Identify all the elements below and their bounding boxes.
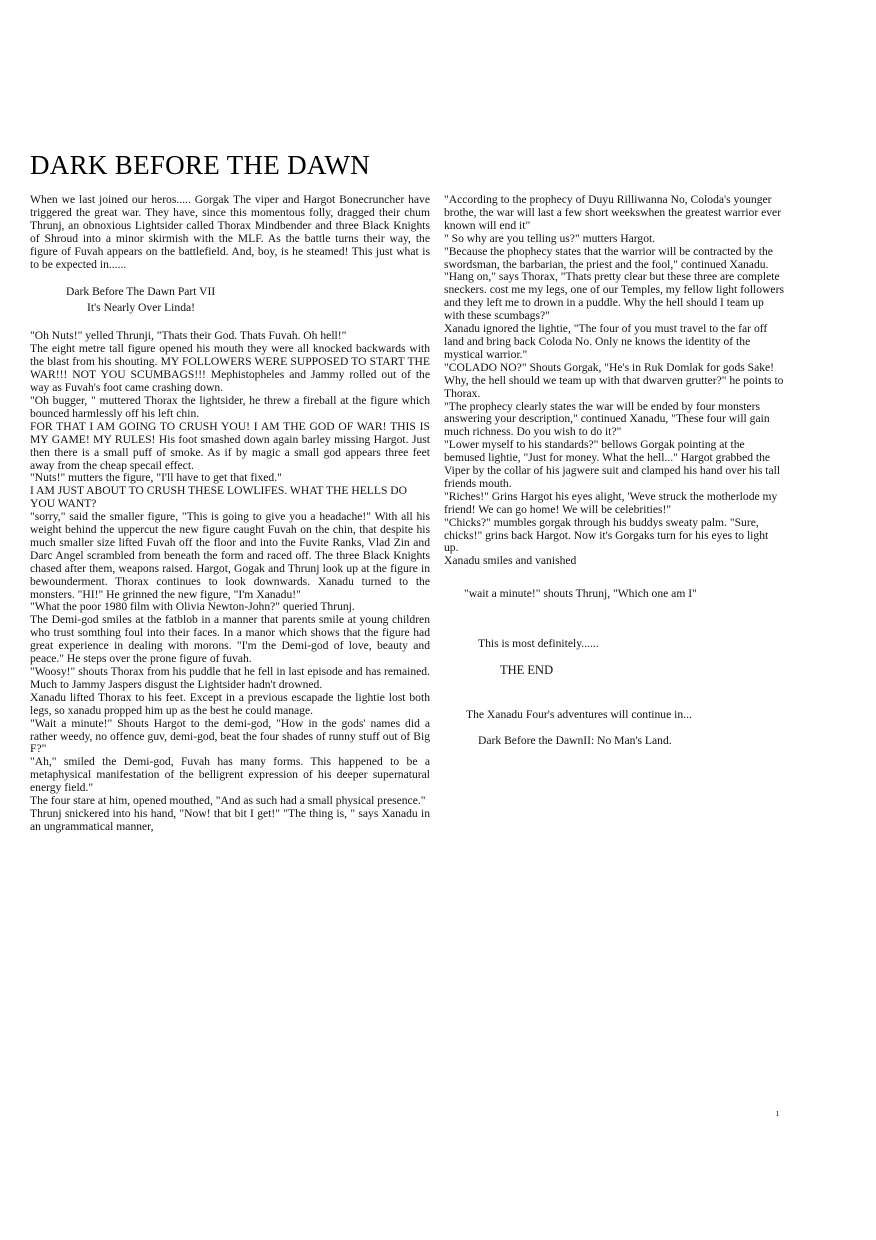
most-definitely-line: This is most definitely......	[478, 637, 599, 651]
paragraph: "Lower myself to his standards?" bellows Gorgak pointing at the bemused lightie, "Just for money. What the hell..." Hargot grabbed the Viper by the collar of his jagwere suit and clamped his hand over his tall friends mouth.	[444, 438, 781, 490]
paragraph: "Oh Nuts!" yelled Thrunji, "Thats their God. Thats Fuvah. Oh hell!"	[30, 329, 347, 343]
closing-question: "wait a minute!" shouts Thrunj, "Which one am I"	[464, 587, 697, 601]
paragraph: " So why are you telling us?" mutters Hargot.	[444, 231, 656, 245]
paragraph: "According to the prophecy of Duyu Rilliwanna No, Coloda's younger brothe, the war will last a few short weekswhen the greatest warrior ever known will end it"	[444, 193, 782, 232]
continuation-notice: The Xanadu Four's adventures will continue in...	[466, 708, 692, 721]
paragraph: Xanadu ignored the lightie, "The four of you must travel to the far off land and bring back Coloda No. Only ne knows the identity of the mystical warrior."	[444, 322, 768, 361]
left-column	[30, 194, 430, 834]
part-tagline: It's Nearly Over Linda!	[87, 301, 196, 315]
next-part-title: Dark Before the DawnII: No Man's Land.	[478, 733, 672, 747]
paragraph: "Chicks?" mumbles gorgak through his buddys sweaty palm. "Sure, chicks!" grins back Hargot. Now it's Gorgaks turn for his eyes to light up.	[444, 515, 769, 555]
paragraph: Thrunj snickered into his hand, "Now! that bit I get!" "The thing is, " says Xanadu in an ungrammatical manner,	[30, 806, 430, 833]
story-intro: When we last joined our heros..... Gorgak The viper and Hargot Bonecruncher have triggered the great war. They have, since this momentous folly, dragged their chum Thrunj, an obnoxious Lightsider called Thorax Mindbender and three Black Knights of Shroud into a minor skirmish with the MLF. As the battle turns their way, the figure of Fuvah appears on the battlefield. And, boy, is he steamed! This just what is to be expected in......	[30, 193, 430, 271]
paragraph: "The prophecy clearly states the war will be ended by four monsters answering your description," continued Xanadu, "These four will gain much richness. Do you wish to do it?"	[444, 399, 770, 439]
paragraph: "Wait a minute!" Shouts Hargot to the demi-god, "How in the gods' names did a rather weedy, no offence guv, demi-god, beat the four shades of runny stuff out of Big F?"	[30, 716, 430, 756]
paragraph: "Hang on," says Thorax, "Thats pretty clear but these three are complete sneckers. cost me my legs, one of our Temples, my fellow light followers and they left me to drown in a puddle. Why the hell should I team up with these scumbags?"	[444, 270, 784, 323]
paragraph: "Oh bugger, " muttered Thorax the lightsider, he threw a fireball at the figure which bounced harmlessly off his left chin.	[30, 393, 430, 420]
paragraph: FOR THAT I AM GOING TO CRUSH YOU! I AM THE GOD OF WAR! THIS IS MY GAME! MY RULES! His foot smashed down again barley missing Hargot. Just then there is a small puff of smoke. As if by magic a small god appears three feet away from the cheap specail effect.	[30, 419, 430, 472]
paragraph: "Because the phophecy states that the warrior will be contracted by the swordsman, the barbarian, the priest and the fool," continued Xanadu.	[444, 244, 773, 271]
paragraph: "Ah," smiled the Demi-god, Fuvah has many forms. This happened to be a metaphysical manifestation of the belligrent expression of his deeper supernatural energy field."	[30, 755, 430, 795]
part-subtitle	[66, 284, 430, 316]
paragraph: Xanadu smiles and vanished	[444, 554, 577, 568]
paragraph: "sorry," said the smaller figure, "This is going to give you a headache!" With all his weight behind the uppercut the new figure caught Fuvah on the chin, that despite his much smaller size lifted Fuvah off the floor and into the Fuvite Ranks, Vlad Zin and Darc Angel scrambled from beneath the form and raced off. The three Black Knights chased after them, weapons raised. Hargot, Gogak and Thrunj look up at the figure in bewounderment. Thorax continues to look downwards. Xanadu turned to the monsters. "HI!" He grinned the new figure, "I'm Xanadu!"	[30, 510, 430, 601]
paragraph: "What the poor 1980 film with Olivia Newton-John?" queried Thrunj.	[30, 600, 355, 614]
paragraph: "COLADO NO?" Shouts Gorgak, "He's in Ruk Domlak for gods Sake! Why, the hell should we team up with that dwarven grutter?" he points to Thorax.	[444, 360, 784, 400]
right-column	[444, 194, 784, 748]
paragraph: The four stare at him, opened mouthed, "And as such had a small physical presence."	[30, 794, 426, 808]
story-title: DARK BEFORE THE DAWN	[30, 150, 371, 180]
paragraph: The eight metre tall figure opened his mouth they were all knocked backwards with the blast from his shouting. MY FOLLOWERS WERE SUPPOSED TO START THE WAR!!! NOT YOU SCUMBAGS!!! Mephistopheles and Jammy rolled out of the way as Fuvah's foot came crashing down.	[30, 342, 430, 395]
paragraph: I AM JUST ABOUT TO CRUSH THESE LOWLIFES. WHAT THE HELLS DO YOU WANT?	[30, 484, 408, 511]
paragraph: "Woosy!" shouts Thorax from his puddle that he fell in last episode and has remained. Much to Jammy Jaspers disgust the Lightsider hadn't drowned.	[30, 665, 430, 691]
paragraph: "Nuts!" mutters the figure, "I'll have to get that fixed."	[30, 471, 282, 485]
the-end-heading: THE END	[500, 663, 554, 678]
margin-mark: ı	[776, 1108, 779, 1119]
paragraph: "Riches!" Grins Hargot his eyes alight, 'Weve struck the motherlode my friend! We can go home! We will be celebrities!"	[444, 489, 778, 516]
paragraph: The Demi-god smiles at the fatblob in a manner that parents smile at young children who trust somthing foul into their faces. In a manor which shows that the figure had great experience in dealing with morons. "I'm the Demi-god of love, beauty and peace." He steps over the prone figure of fuvah.	[30, 613, 430, 666]
part-title: Dark Before The Dawn Part VII	[66, 285, 216, 299]
paragraph: Xanadu lifted Thorax to his feet. Except in a previous escapade the lightie lost both legs, so xanadu propped him up as the best he could manage.	[30, 690, 430, 717]
